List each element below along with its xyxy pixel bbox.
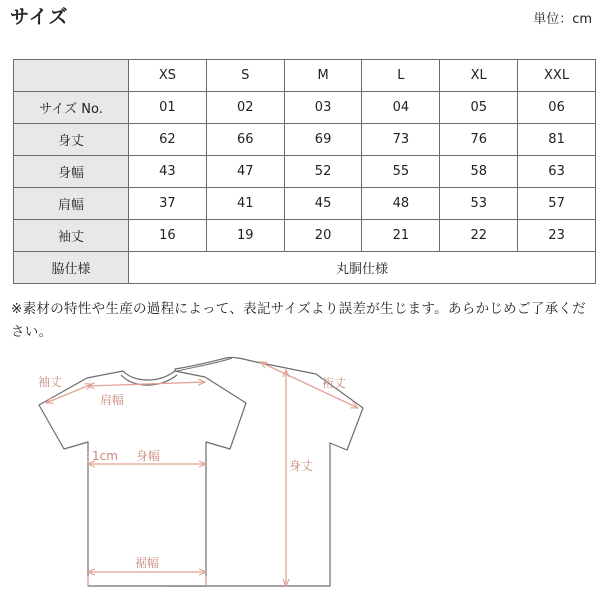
table-header-row xyxy=(14,60,596,92)
disclaimer-note: ※素材の特性や生産の過程によって、表記サイズより誤差が生じます。あらかじめご了承ください。 xyxy=(11,301,586,340)
table-row xyxy=(14,252,596,284)
table-cell: 23 xyxy=(518,220,596,252)
table-cell: 20 xyxy=(284,220,362,252)
table-row xyxy=(14,156,596,188)
col-header: M xyxy=(284,60,362,92)
table-row xyxy=(14,92,596,124)
table-cell: 52 xyxy=(284,156,362,188)
label-length: 身丈 xyxy=(289,459,314,473)
page-title: サイズ xyxy=(10,6,69,28)
table-cell: 73 xyxy=(362,124,440,156)
row-label: 脇仕様 xyxy=(14,252,129,284)
table-cell: 57 xyxy=(518,188,596,220)
table-row xyxy=(14,220,596,252)
table-row xyxy=(14,124,596,156)
label-one-cm: 1cm xyxy=(92,449,118,463)
table-cell: 41 xyxy=(206,188,284,220)
row-label: 身丈 xyxy=(14,124,129,156)
table-cell: 76 xyxy=(440,124,518,156)
size-table xyxy=(13,59,596,284)
table-cell: 81 xyxy=(518,124,596,156)
table-cell: 53 xyxy=(440,188,518,220)
table-row xyxy=(14,188,596,220)
unit-label: 単位：cm xyxy=(533,12,592,27)
table-cell: 69 xyxy=(284,124,362,156)
label-sleeve-front: 袖丈 xyxy=(38,375,63,389)
label-shoulder: 肩幅 xyxy=(100,393,125,407)
table-cell: 02 xyxy=(206,92,284,124)
table-cell: 47 xyxy=(206,156,284,188)
row-label: 身幅 xyxy=(14,156,129,188)
table-cell: 66 xyxy=(206,124,284,156)
table-cell: 63 xyxy=(518,156,596,188)
table-cell: 03 xyxy=(284,92,362,124)
table-cell: 45 xyxy=(284,188,362,220)
table-cell: 37 xyxy=(129,188,207,220)
col-header: XL xyxy=(440,60,518,92)
table-cell: 43 xyxy=(129,156,207,188)
row-label: 肩幅 xyxy=(14,188,129,220)
table-corner-cell xyxy=(14,60,129,92)
table-cell: 55 xyxy=(362,156,440,188)
table-cell: 21 xyxy=(362,220,440,252)
row-label: 袖丈 xyxy=(14,220,129,252)
table-cell: 19 xyxy=(206,220,284,252)
tshirt-measurement-diagram xyxy=(0,340,610,603)
col-header: XXL xyxy=(518,60,596,92)
table-cell: 04 xyxy=(362,92,440,124)
col-header: S xyxy=(206,60,284,92)
table-cell: 48 xyxy=(362,188,440,220)
table-cell: 22 xyxy=(440,220,518,252)
table-cell: 05 xyxy=(440,92,518,124)
row-label: サイズ No. xyxy=(14,92,129,124)
table-cell: 06 xyxy=(518,92,596,124)
table-cell: 01 xyxy=(129,92,207,124)
col-header: L xyxy=(362,60,440,92)
label-hem: 裾幅 xyxy=(135,556,160,570)
table-cell: 58 xyxy=(440,156,518,188)
label-sleeve-back: 裄丈 xyxy=(322,376,347,390)
col-header: XS xyxy=(129,60,207,92)
table-cell: 62 xyxy=(129,124,207,156)
table-cell-merged: 丸胴仕様 xyxy=(129,252,596,284)
label-chest: 身幅 xyxy=(136,449,161,463)
table-cell: 16 xyxy=(129,220,207,252)
